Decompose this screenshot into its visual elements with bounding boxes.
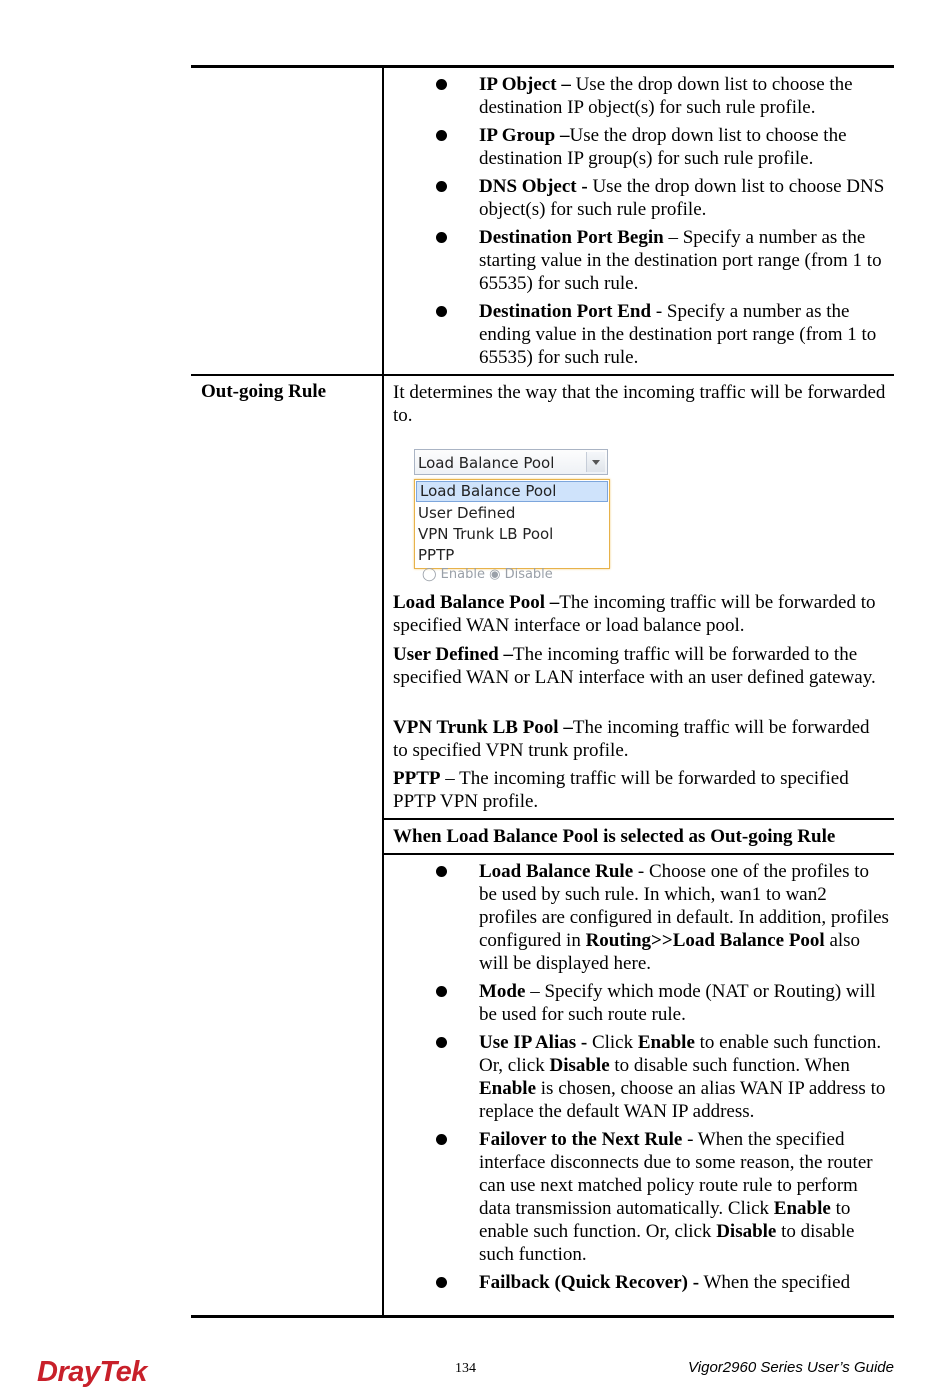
dropdown-option[interactable]: User Defined xyxy=(418,504,516,522)
bullet-term: Enable xyxy=(479,1078,537,1099)
bullet-icon xyxy=(436,130,447,141)
bullet-item xyxy=(419,73,889,119)
bullet-term: Routing>>Load Balance Pool xyxy=(585,930,825,951)
bullet-text: Use the drop down list to choose the destination IP group(s) for such rule profile. xyxy=(479,125,847,169)
bullet-text: to disable such function. xyxy=(479,1221,855,1265)
chevron-down-icon[interactable] xyxy=(586,452,605,472)
bullet-icon xyxy=(436,1134,447,1145)
bullet-term: Disable xyxy=(549,1055,610,1076)
page-number: 134 xyxy=(455,1361,476,1376)
bullet-icon xyxy=(436,306,447,317)
bullet-text: Use the drop down list to choose DNS object(s) for such rule profile. xyxy=(479,176,885,220)
dropdown-option[interactable]: Load Balance Pool xyxy=(416,481,608,502)
table-top-border xyxy=(191,65,894,68)
definition-text: The incoming traffic will be forwarded to specified VPN trunk profile. xyxy=(393,717,870,761)
bullet-text: – Specify a number as the starting value in the destination port range (from 1 to 65535) for such rule. xyxy=(479,227,882,294)
enable-disable-radio-remnant: ◯ Enable ◉ Disable xyxy=(422,567,553,582)
bullet-icon xyxy=(436,866,447,877)
select-value: Load Balance Pool xyxy=(418,454,555,472)
bullet-term: IP Object – xyxy=(479,74,571,95)
parameter-table xyxy=(191,65,894,1317)
bullet-term: Load Balance Rule xyxy=(479,861,634,882)
subheader-top-border xyxy=(382,818,894,820)
bullet-item xyxy=(419,300,889,369)
definition-paragraph xyxy=(393,591,888,637)
definition-text: The incoming traffic will be forwarded to the specified WAN or LAN interface with an user defined gateway. xyxy=(393,644,876,688)
row-divider xyxy=(191,374,894,376)
dropdown-options-list xyxy=(414,479,610,569)
bullet-item xyxy=(419,1031,889,1123)
definition-term: Load Balance Pool – xyxy=(393,592,560,613)
bullet-text: - Choose one of the profiles to be used by such rule. In which, wan1 to wan2 profiles are configured in default. In addition, profiles configured in xyxy=(479,861,889,951)
bullet-text: – Specify which mode (NAT or Routing) will be used for such route rule. xyxy=(479,981,876,1025)
definition-term: User Defined – xyxy=(393,644,513,665)
bullet-term: Destination Port Begin xyxy=(479,227,664,248)
bullet-icon xyxy=(436,1277,447,1288)
bullet-text: - Specify a number as the ending value in the destination port range (from 1 to 65535) for such rule. xyxy=(479,301,877,368)
bullet-item xyxy=(419,980,889,1026)
bullet-term: Failback (Quick Recover) - xyxy=(479,1272,700,1293)
bullet-text: Click xyxy=(587,1032,638,1053)
bullet-term: DNS Object - xyxy=(479,176,588,197)
bullet-item xyxy=(419,1128,889,1266)
bullet-term: Enable xyxy=(773,1198,831,1219)
draytek-logo: DrayTek xyxy=(37,1356,147,1388)
definition-paragraph xyxy=(393,767,888,813)
section-header: When Load Balance Pool is selected as Out-going Rule xyxy=(393,826,836,847)
bullet-icon xyxy=(436,79,447,90)
bullet-text: is chosen, choose an alias WAN IP address to replace the default WAN IP address. xyxy=(479,1078,886,1122)
bullet-term: Failover to the Next Rule xyxy=(479,1129,683,1150)
table-bottom-border xyxy=(191,1315,894,1318)
load-balance-bullet-list xyxy=(419,860,889,1299)
bullet-item xyxy=(419,860,889,975)
subheader-bottom-border xyxy=(382,853,894,855)
outgoing-intro: It determines the way that the incoming traffic will be forwarded to. xyxy=(393,382,886,426)
guide-title: Vigor2960 Series User’s Guide xyxy=(688,1359,894,1376)
dropdown-option[interactable]: PPTP xyxy=(418,546,455,564)
bullet-text: also will be displayed here. xyxy=(479,930,861,974)
definition-paragraph xyxy=(393,716,888,762)
bullet-item xyxy=(419,226,889,295)
bullet-term: Destination Port End xyxy=(479,301,652,322)
bullet-icon xyxy=(436,986,447,997)
bullet-text: to enable such function. Or, click xyxy=(479,1032,882,1076)
bullet-text: - When the specified interface disconnects due to some reason, the router can use next matched policy route rule to perform data transmission automatically. Click xyxy=(479,1129,873,1219)
row-label-outgoing-rule: Out-going Rule xyxy=(201,381,327,402)
bullet-text: to enable such function. Or, click xyxy=(479,1198,851,1242)
definition-text: – The incoming traffic will be forwarded to specified PPTP VPN profile. xyxy=(393,768,849,812)
bullet-text: Use the drop down list to choose the destination IP object(s) for such rule profile. xyxy=(479,74,853,118)
definition-paragraph xyxy=(393,643,888,689)
bullet-item xyxy=(419,1271,889,1294)
bullet-term: Disable xyxy=(716,1221,777,1242)
column-divider xyxy=(382,65,384,1317)
definition-text: The incoming traffic will be forwarded to specified WAN interface or load balance pool. xyxy=(393,592,876,636)
outgoing-rule-select[interactable] xyxy=(414,449,608,475)
bullet-icon xyxy=(436,181,447,192)
bullet-text: When the specified xyxy=(699,1272,851,1293)
bullet-term: IP Group – xyxy=(479,125,570,146)
bullet-item xyxy=(419,124,889,170)
bullet-item xyxy=(419,175,889,221)
definition-term: VPN Trunk LB Pool – xyxy=(393,717,573,738)
bullet-icon xyxy=(436,232,447,243)
outgoing-rule-dropdown-screenshot xyxy=(412,443,622,582)
definition-term: PPTP xyxy=(393,768,441,789)
destination-bullet-list xyxy=(419,73,889,374)
bullet-text: to disable such function. When xyxy=(609,1055,850,1076)
bullet-term: Enable xyxy=(637,1032,695,1053)
bullet-term: Mode xyxy=(479,981,526,1002)
bullet-icon xyxy=(436,1037,447,1048)
dropdown-option[interactable]: VPN Trunk LB Pool xyxy=(418,525,554,543)
bullet-term: Use IP Alias - xyxy=(479,1032,588,1053)
